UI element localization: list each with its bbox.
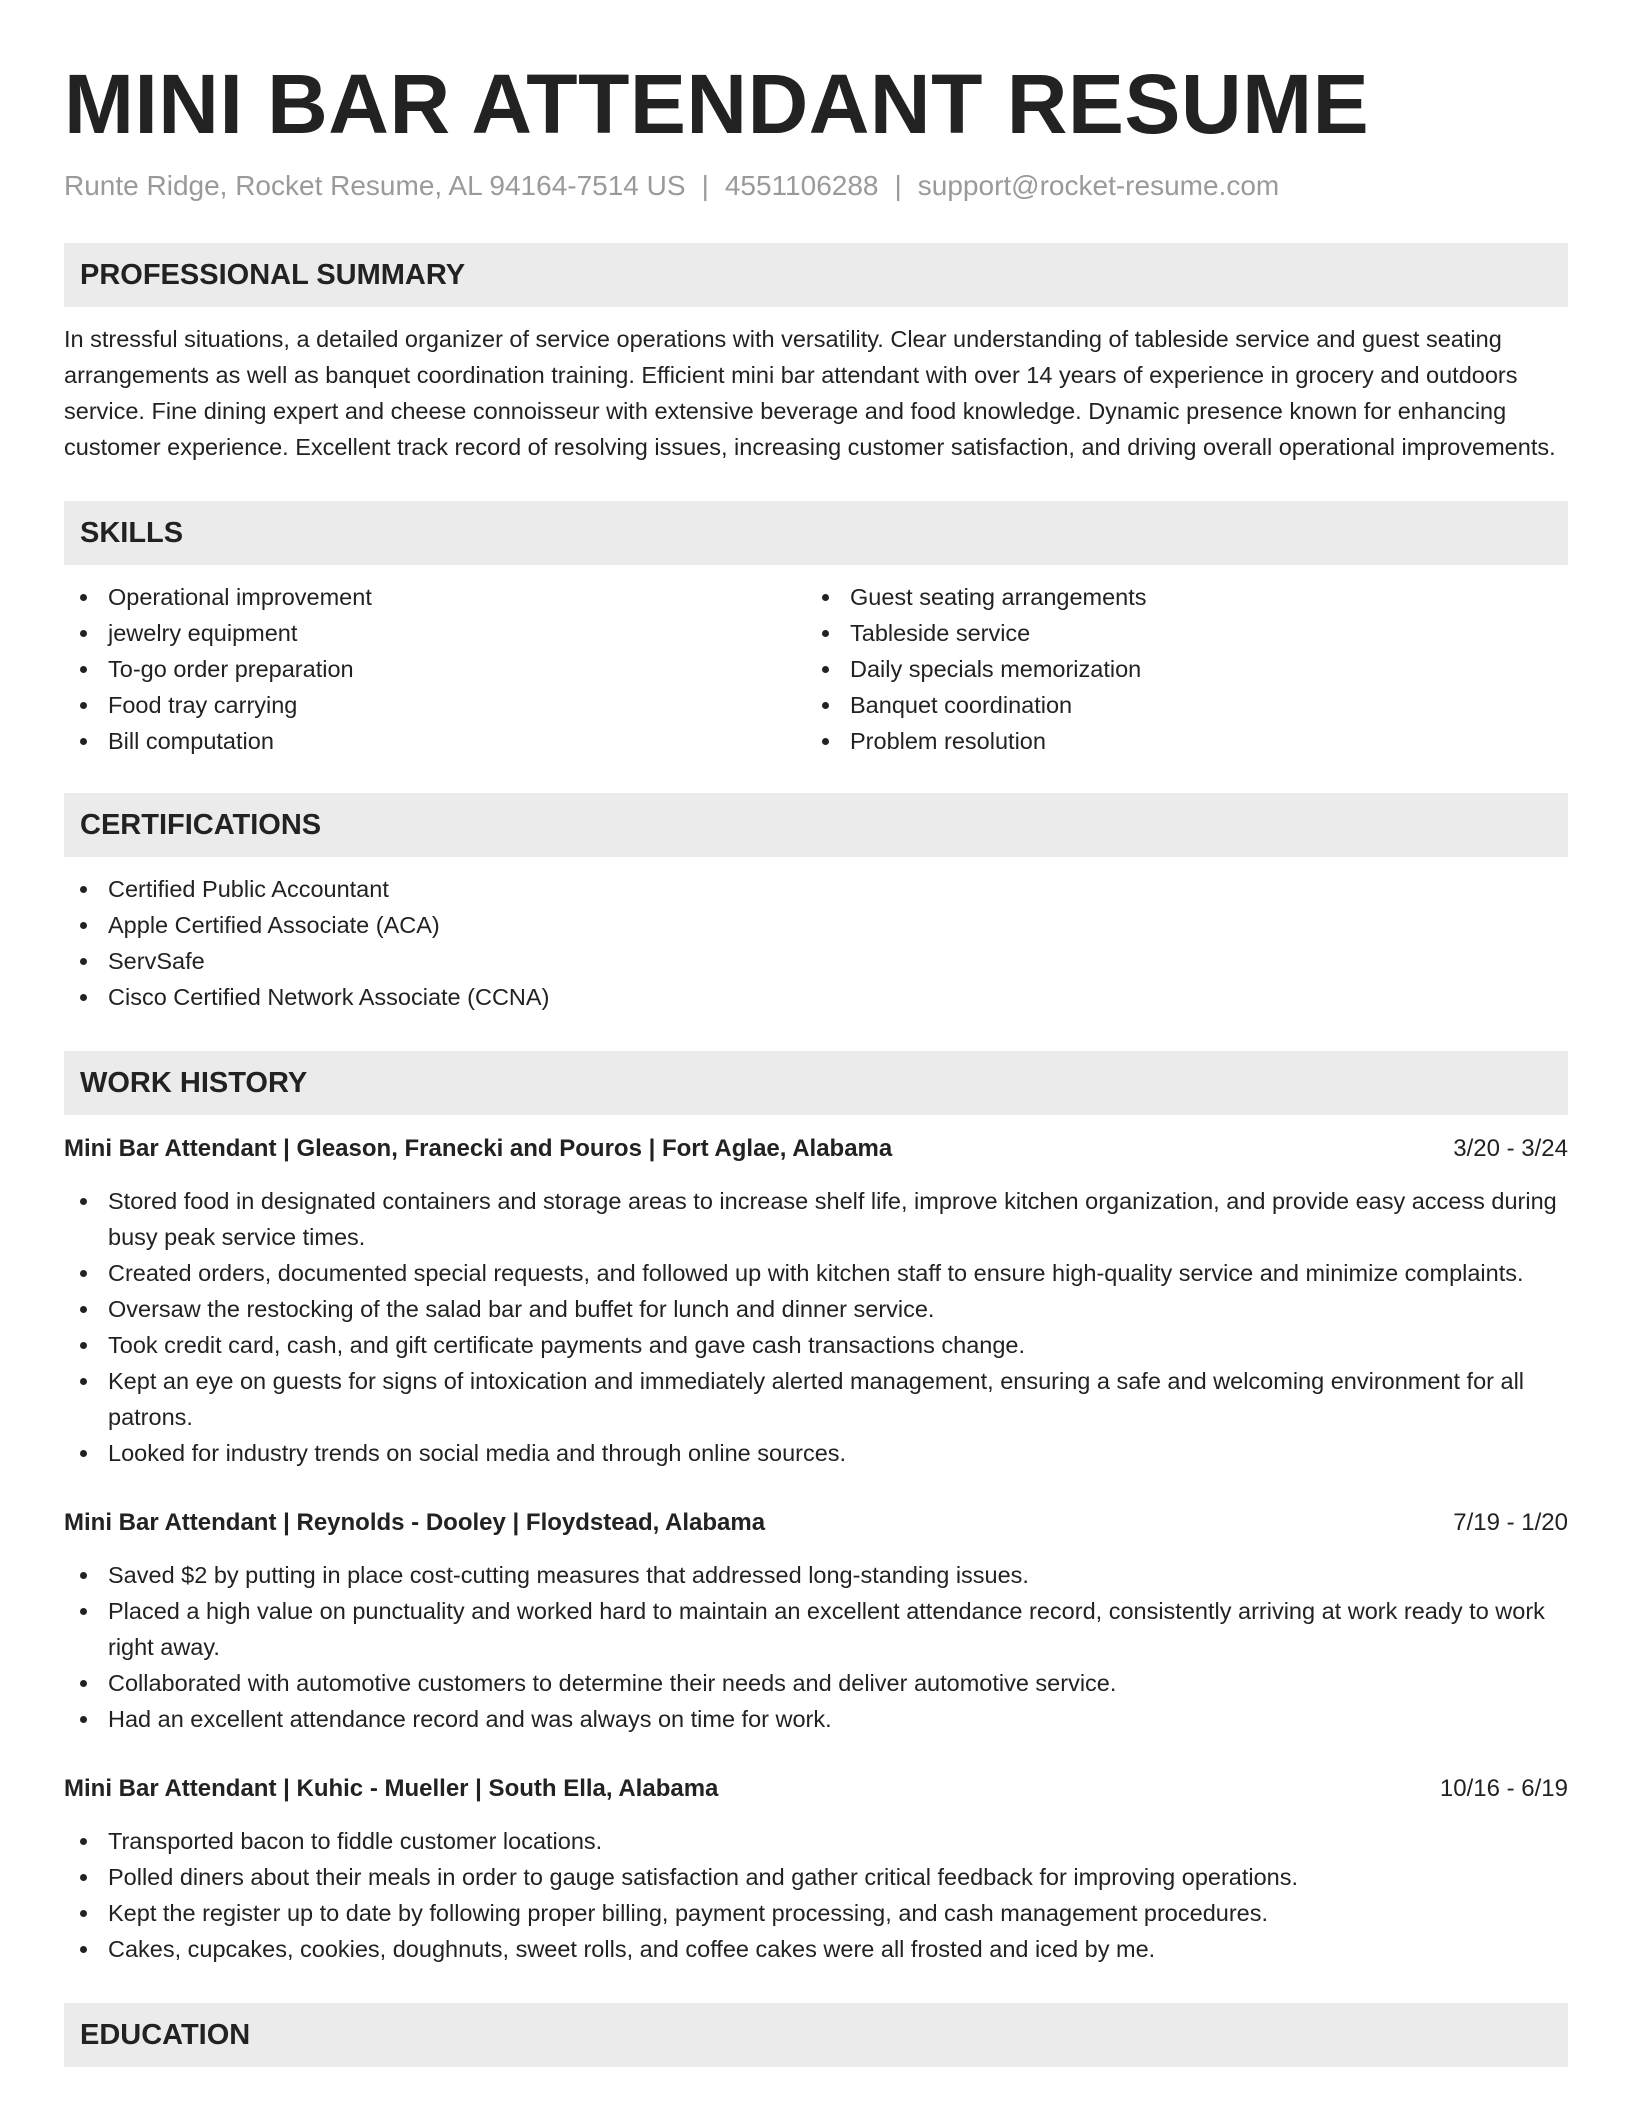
certification-item: ServSafe (64, 943, 1568, 979)
summary-section (64, 243, 1568, 465)
skills-heading: SKILLS (64, 501, 1568, 565)
education-heading: EDUCATION (64, 2003, 1568, 2067)
skill-item: Daily specials memorization (806, 651, 1548, 687)
job-title: Mini Bar Attendant | Gleason, Franecki and Pouros | Fort Aglae, Alabama (64, 1135, 893, 1162)
job-bullet: Kept an eye on guests for signs of intoxication and immediately alerted management, ensuring a safe and welcoming environment for all patrons. (64, 1363, 1568, 1435)
certification-item: Certified Public Accountant (64, 871, 1568, 907)
skills-section (64, 501, 1568, 759)
job-bullet-list (64, 1557, 1568, 1737)
skill-item: Operational improvement (64, 579, 806, 615)
contact-separator: | (701, 170, 709, 201)
skill-item: Food tray carrying (64, 687, 806, 723)
resume-page (64, 0, 1568, 2067)
skill-item: Banquet coordination (806, 687, 1548, 723)
skills-column-left (64, 579, 806, 759)
job-bullet: Stored food in designated containers and storage areas to increase shelf life, improve kitchen organization, and provide easy access during busy peak service times. (64, 1183, 1568, 1255)
contact-address: Runte Ridge, Rocket Resume, AL 94164-7514 US (64, 170, 686, 201)
job-bullet-list (64, 1823, 1568, 1967)
contact-phone: 4551106288 (724, 170, 879, 201)
job-entry (64, 1771, 1568, 1967)
job-bullet: Polled diners about their meals in order to gauge satisfaction and gather critical feedback for improving operations. (64, 1859, 1568, 1895)
job-bullet: Cakes, cupcakes, cookies, doughnuts, sweet rolls, and coffee cakes were all frosted and iced by me. (64, 1931, 1568, 1967)
job-bullet: Placed a high value on punctuality and worked hard to maintain an excellent attendance record, consistently arriving at work ready to work right away. (64, 1593, 1568, 1665)
skill-item: Problem resolution (806, 723, 1548, 759)
skills-column-right (806, 579, 1548, 759)
job-entry (64, 1131, 1568, 1471)
contact-separator: | (894, 170, 902, 201)
job-bullet: Saved $2 by putting in place cost-cutting measures that addressed long-standing issues. (64, 1557, 1568, 1593)
job-header (64, 1131, 1568, 1167)
education-section (64, 2003, 1568, 2067)
job-bullet: Had an excellent attendance record and was always on time for work. (64, 1701, 1568, 1737)
skill-item: jewelry equipment (64, 615, 806, 651)
job-header (64, 1771, 1568, 1807)
job-dates: 3/20 - 3/24 (1453, 1135, 1568, 1162)
skills-grid (64, 579, 1568, 759)
job-bullet: Created orders, documented special requests, and followed up with kitchen staff to ensure high-quality service and minimize complaints. (64, 1255, 1568, 1291)
work-history-section (64, 1051, 1568, 1967)
summary-heading: PROFESSIONAL SUMMARY (64, 243, 1568, 307)
work-history-heading: WORK HISTORY (64, 1051, 1568, 1115)
contact-line (64, 168, 1568, 204)
resume-title: MINI BAR ATTENDANT RESUME (64, 57, 1370, 151)
job-bullet: Transported bacon to fiddle customer locations. (64, 1823, 1568, 1859)
job-title: Mini Bar Attendant | Kuhic - Mueller | South Ella, Alabama (64, 1775, 719, 1802)
skill-item: To-go order preparation (64, 651, 806, 687)
job-bullet: Collaborated with automotive customers to determine their needs and deliver automotive service. (64, 1665, 1568, 1701)
job-header (64, 1505, 1568, 1541)
skill-item: Guest seating arrangements (806, 579, 1548, 615)
contact-email: support@rocket-resume.com (917, 170, 1280, 201)
certification-item: Cisco Certified Network Associate (CCNA) (64, 979, 1568, 1015)
certifications-list (64, 871, 1568, 1015)
summary-text: In stressful situations, a detailed organizer of service operations with versatility. Clear understanding of tableside service and guest seating arrangements as well as banquet coordination training. Efficient mini bar attendant with over 14 years of experience in grocery and outdoors service. Fine dining expert and cheese connoisseur with extensive beverage and food knowledge. Dynamic presence known for enhancing customer experience. Excellent track record of resolving issues, increasing customer satisfaction, and driving overall operational improvements. (64, 326, 1556, 460)
job-entry (64, 1505, 1568, 1737)
job-bullet: Took credit card, cash, and gift certificate payments and gave cash transactions change. (64, 1327, 1568, 1363)
job-title: Mini Bar Attendant | Reynolds - Dooley | Floydstead, Alabama (64, 1509, 766, 1536)
skill-item: Bill computation (64, 723, 806, 759)
job-bullet: Oversaw the restocking of the salad bar and buffet for lunch and dinner service. (64, 1291, 1568, 1327)
job-bullet: Kept the register up to date by following proper billing, payment processing, and cash management procedures. (64, 1895, 1568, 1931)
job-dates: 10/16 - 6/19 (1439, 1775, 1568, 1802)
certifications-heading: CERTIFICATIONS (64, 793, 1568, 857)
job-bullet: Looked for industry trends on social media and through online sources. (64, 1435, 1568, 1471)
certification-item: Apple Certified Associate (ACA) (64, 907, 1568, 943)
job-bullet-list (64, 1183, 1568, 1471)
skill-item: Tableside service (806, 615, 1548, 651)
certifications-section (64, 793, 1568, 1015)
job-dates: 7/19 - 1/20 (1453, 1509, 1568, 1536)
